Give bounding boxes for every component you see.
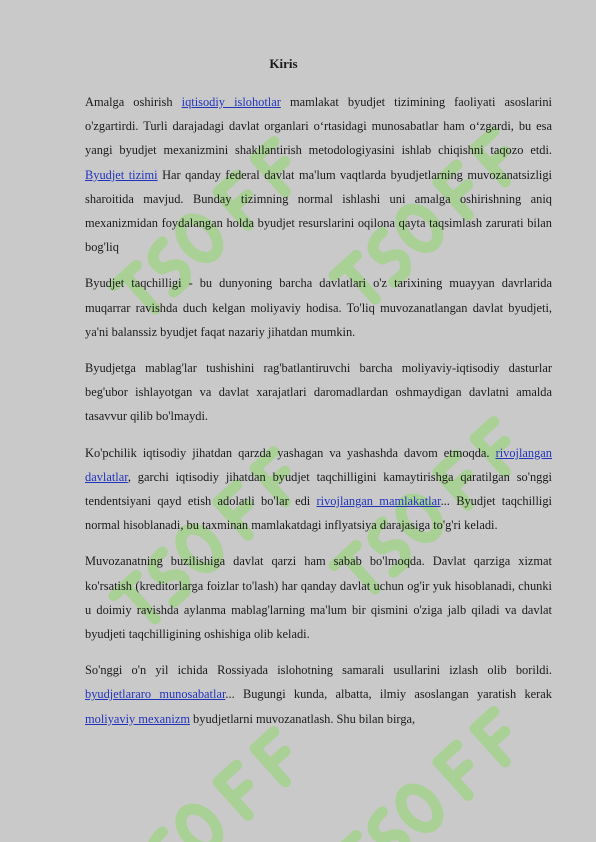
inline-link[interactable]: rivojlangan mamlakatlar	[316, 494, 441, 509]
paragraph-text: Har qanday federal davlat ma'lum vaqtlarda byudjetlarning muvozanatsizligi sharoitida mavjud. Bunday tizimning normal ishlashi uni amalga oshirishning aniq mexanizmidan foydalangan holda byudjet resurslarini oqilona qayta taqsimlash zarurati bilan bog'liq	[85, 167, 552, 255]
paragraph-text: , garchi iqtisodiy jihatdan byudjet taqchilligini kamaytirishga qaratilgan so'nggi tendentsiyani qayd etish adolatli bo'lar edi	[85, 469, 552, 509]
inline-link[interactable]: Byudjet tizimi	[85, 167, 158, 182]
paragraph	[85, 356, 552, 429]
paragraph-text: Amalga oshirish	[85, 95, 182, 109]
paragraph-text: So'nggi o'n yil ichida Rossiyada islohotning samarali usullarini izlash olib borildi.	[85, 663, 552, 678]
paragraph-text: ... Bugungi kunda, albatta, ilmiy asoslangan yaratish kerak	[225, 687, 552, 702]
paragraph-text: Byudjet taqchilligi - bu dunyoning barcha davlatlari o'z tarixining muayyan davrlarida muqarrar ravishda duch kelgan moliyaviy hodisa. To'liq muvozanatlangan davlat byudjeti, ya'ni balanssiz byudjet faqat nazariy jihatdan mumkin.	[85, 276, 552, 339]
paragraph-text: Ko'pchilik iqtisodiy jihatdan qarzda yashagan va yashashda davom etmoqda.	[85, 445, 496, 460]
paragraph	[85, 441, 552, 538]
paragraph	[85, 271, 552, 344]
paragraph-text: Byudjetga mablag'lar tushishini rag'batlantiruvchi barcha moliyaviy-iqtisodiy dasturlar beg'ubor ishlayotgan va davlat xarajatlari daromadlardan oshmaydigan davlatni amalda tasavvur qilib bo'lmaydi.	[85, 361, 552, 424]
paragraph-text: Muvozanatning buzilishiga davlat qarzi ham sabab bo'lmoqda. Davlat qarziga xizmat ko'rsatish (kreditorlarga foizlar to'lash) har qanday davlat uchun og'ir yuk hisoblanadi, chunki u doimiy ravishda aylanma mablag'larning ma'lum bir qismini o'ziga jalb qiladi va davlat byudjeti taqchilligining oshishiga olib keladi.	[85, 554, 552, 642]
document-page	[85, 52, 552, 743]
inline-link[interactable]: iqtisodiy islohotlar	[181, 95, 281, 109]
document-title: Kiris	[269, 56, 298, 71]
document-body	[85, 90, 552, 731]
inline-link[interactable]: rivojlangan davlatlar	[85, 445, 552, 484]
paragraph	[85, 549, 552, 646]
paragraph-text: mamlakat byudjet tizimining faoliyati asoslarini o'zgartirdi. Turli darajadagi davlat organlari o‘rtasidagi munosabatlar ham o‘zgardi, bu esa yangi byudjet mexanizmini shakllantirish metodologiyasini ishlab chiqishni taqozo etdi.	[85, 95, 553, 158]
watermark-logo	[114, 732, 304, 842]
inline-link[interactable]: byudjetlararo munosabatlar	[85, 687, 226, 702]
inline-link[interactable]: moliyaviy mexanizm	[85, 711, 190, 726]
paragraph-text: byudjetlarni muvozanatlash. Shu bilan birga,	[189, 711, 416, 726]
paragraph-text: ... Byudjet taqchilligi normal hisoblanadi, bu taxminan mamlakatdagi inflyatsiya darajasiga to'g'ri keladi.	[85, 494, 552, 533]
paragraph	[85, 90, 552, 259]
paragraph	[85, 658, 552, 731]
